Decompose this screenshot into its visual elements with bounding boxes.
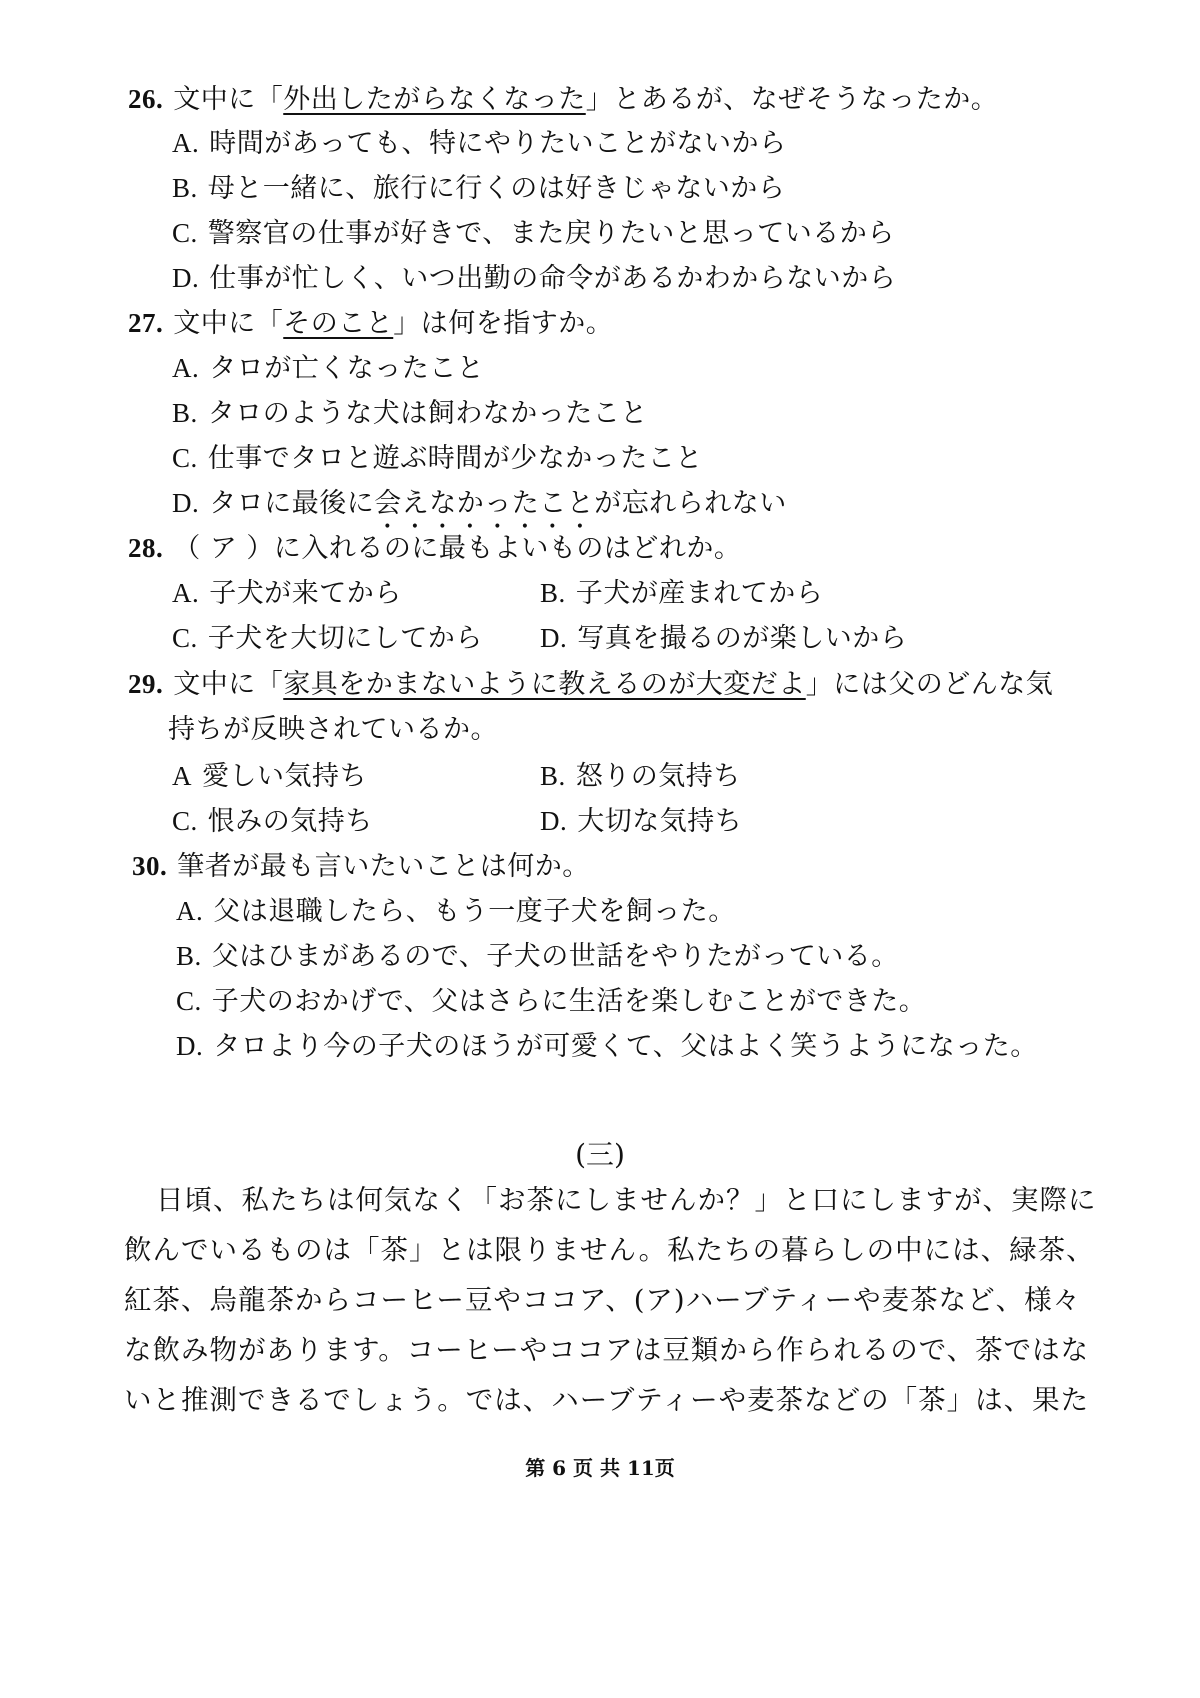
option-27c [172,441,703,476]
option-letter: B. [540,578,566,608]
underlined-phrase: そのこと [283,308,394,339]
option-letter: D. [540,623,568,653]
option-text: タロが亡くなったこと [209,353,485,384]
option-letter: B. [176,941,202,971]
option-letter: C. [172,623,198,653]
option-text: 子犬が来てから [209,578,402,609]
option-text: 母と一緒に、旅行に行くのは好きじゃないから [207,173,786,204]
question-number: 26. [128,84,164,114]
passage-line-3: 紅茶、烏龍茶からコーヒー豆やココア、(ア)ハーブティーや麦茶など、様々 [124,1284,1082,1316]
option-26b [172,171,785,206]
option-letter: A. [176,896,204,926]
option-27d [172,486,787,535]
question-number: 27. [128,308,164,338]
option-letter: B. [172,398,198,428]
option-text: 子犬のおかげで、父はさらに生活を楽しむことができた。 [211,986,927,1017]
option-text: 大切な気持ち [577,806,743,837]
option-26c [172,216,895,251]
question-29-line2 [168,713,498,747]
question-number: 29. [128,669,164,699]
passage-line-1: 日頃、私たちは何気なく「お茶にしませんか？」と口にしますが、実際に [156,1184,1097,1216]
option-letter: A. [172,353,200,383]
option-text: 時間があっても、特にやりたいことがないから [209,128,787,159]
section-title: (三) [575,1138,625,1171]
question-27 [128,306,613,341]
option-letter: A. [172,128,200,158]
option-text: タロより今の子犬のほうが可愛くて、父はよく笑うようになった。 [213,1031,1038,1062]
dotted-phrase: 会えなかったこと [374,488,595,519]
option-text: 子犬が産まれてから [575,578,824,609]
option-27a [172,351,484,386]
question-text: （ ア ）に入れるのに最もよいものはどれか。 [173,533,742,564]
option-letter: D. [172,488,200,518]
question-30 [132,849,590,884]
option-28d [540,621,907,656]
option-text: 恨みの気持ち [207,806,373,837]
option-text: 警察官の仕事が好きで、また戻りたいと思っているから [207,218,895,249]
option-30c [176,984,926,1019]
option-26d [172,261,896,296]
option-text: 父はひまがあるので、子犬の世話をやりたがっている。 [211,941,899,972]
question-number: 28. [128,533,164,563]
passage-line-5: いと推測できるでしょう。では、ハーブティーや麦茶などの「茶」は、果た [124,1384,1090,1416]
question-text-post: 」には父のどんな気 [805,669,1054,700]
question-text-pre: 文中に「 [173,84,284,115]
option-text-post: が忘れられない [594,488,787,519]
option-text: 子犬を大切にしてから [207,623,483,654]
option-29c [172,804,373,839]
option-29b [540,759,741,794]
option-28a [172,576,402,611]
option-letter: D. [540,806,568,836]
question-number: 30. [132,851,168,881]
underlined-phrase: 家具をかまないように教えるのが大変だよ [283,669,806,700]
question-text-continued: 持ちが反映されているか。 [168,714,498,745]
option-letter: D. [172,263,200,293]
passage-line-2: 飲んでいるものは「茶」とは限りません。私たちの暮らしの中には、緑茶、 [124,1234,1095,1266]
option-text: タロのような犬は飼わなかったこと [207,398,648,429]
option-27b [172,396,648,431]
question-text: 筆者が最も言いたいことは何か。 [177,851,590,882]
option-30a [176,894,736,929]
option-text-pre: タロに最後に [209,488,375,519]
option-letter: C. [176,986,202,1016]
passage-line-4: な飲み物があります。コーヒーやココアは豆類から作られるので、茶ではな [124,1334,1090,1366]
question-text-post: 」は何を指すか。 [393,308,614,339]
option-30d [176,1029,1038,1064]
option-letter: C. [172,806,198,836]
option-letter: A. [172,578,200,608]
option-29d [540,804,742,839]
option-letter: C. [172,218,198,248]
option-30b [176,939,899,974]
option-letter: C. [172,443,198,473]
option-text: 怒りの気持ち [575,761,741,792]
question-text-pre: 文中に「 [173,669,284,700]
option-28c [172,621,483,656]
option-29a [172,759,367,794]
option-text: 仕事でタロと遊ぶ時間が少なかったこと [207,443,703,474]
option-letter: B. [540,761,566,791]
question-text-post: 」とあるが、なぜそうなったか。 [585,84,999,115]
option-text: 写真を撮るのが楽しいから [577,623,908,654]
page-footer: 第 6 页 共 11页 [525,1456,675,1480]
option-text: 父は退職したら、もう一度子犬を飼った。 [213,896,736,927]
option-26a [172,126,786,161]
question-26 [128,82,998,117]
option-text: 愛しい気持ち [202,761,367,792]
option-letter: B. [172,173,198,203]
option-letter: D. [176,1031,204,1061]
question-29 [128,667,1053,702]
option-28b [540,576,823,611]
underlined-phrase: 外出したがらなくなった [283,84,586,115]
option-text: 仕事が忙しく、いつ出勤の命令があるかわからないから [209,263,897,294]
question-text-pre: 文中に「 [173,308,284,339]
option-letter: A [172,761,192,791]
question-28 [128,531,741,566]
